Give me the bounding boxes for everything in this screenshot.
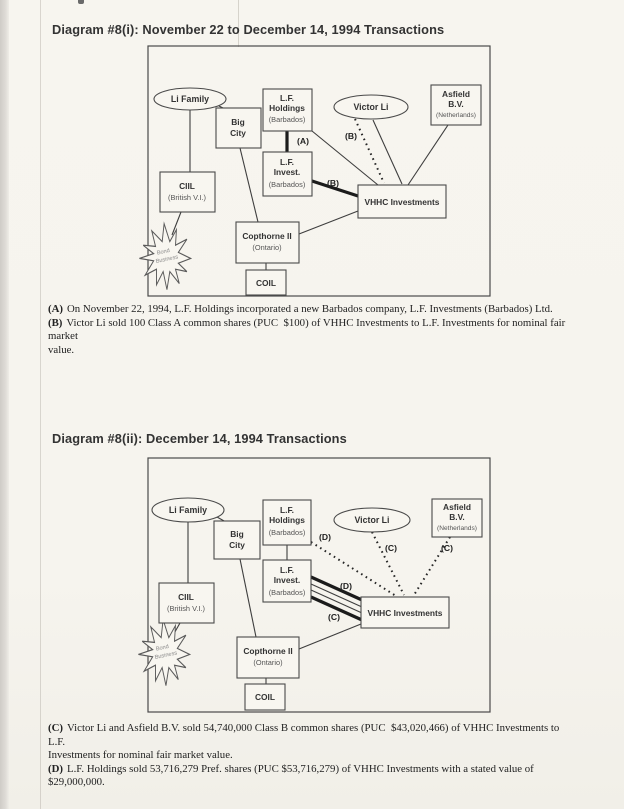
edge-victorli-vhhc-dotted [355,119,384,183]
edge2-lfholdings-vhhc-dotted [311,542,396,596]
node2-big-city-line2: City [229,540,245,550]
bond-label-line2: Business [155,254,179,265]
node2-big-city-line1: Big [230,529,244,539]
note-c-tag: (C) [48,722,63,734]
node-asfield-line3: (Netherlands) [436,112,476,119]
note-b [48,317,568,358]
note-d-line1: L.F. Holdings sold 53,716,279 Pref. shares (PUC $53,716,279) of VHHC Investments with a stated value of $29,000,000. [48,762,534,789]
node2-vhhc-label: VHHC Investments [367,608,443,618]
node-lf-invest-line1: L.F. [280,157,294,167]
edge-label-a: (A) [297,136,309,146]
node-coil-label: COIL [255,278,277,288]
edge2-label-c-bundle: (C) [328,612,340,622]
node2-li-family-label: Li Family [168,505,208,515]
note-c-line2: Investments for nominal fair market value. [48,749,233,762]
node2-asfield-line2: B.V. [449,512,465,522]
edge-asfield-vhhc [408,125,448,185]
note-d-tag: (D) [48,762,63,775]
note-a [48,303,568,317]
diagram1-frame [148,46,490,296]
node2-asfield-line1: Asfield [443,502,471,512]
node2-lf-holdings-line3: (Barbados) [268,528,306,537]
edge-copthorne-vhhc [299,211,358,234]
node2-lf-invest-line2: Invest. [273,575,301,585]
edge2-lfinvest-vhhc-thick1 [311,577,362,600]
node-victor-li-label: Victor Li [353,102,389,112]
note-c-line1: Victor Li and Asfield B.V. sold 54,740,000 Class B common shares (PUC $43,020,466) of VHHC Investments to L.F. [48,722,560,748]
node-lf-invest-line2: Invest. [273,167,301,177]
node-li-family-label: Li Family [170,94,210,104]
node2-lf-invest-line1: L.F. [280,565,294,575]
node-ciil-line1: CIIL [179,181,195,191]
diagram1 [139,46,490,296]
edge2-bigcity-copthorne [240,559,256,637]
node2-ciil-box [159,583,214,623]
node2-ciil-line1: CIIL [178,592,194,602]
node2-coil-label: COIL [254,692,276,702]
note-b-line2: value. [48,343,75,356]
note-a-line1: On November 22, 1994, L.F. Holdings incorporated a new Barbados company, L.F. Investments (Barbados) Ltd. [67,303,553,315]
node2-lf-invest-line3: (Barbados) [268,588,306,597]
edge2-label-d-dotted: (D) [319,532,331,542]
diagram1-title: Diagram #8(i): November 22 to December 14, 1994 Transactions [52,22,445,37]
note-b-line1: Victor Li sold 100 Class A common shares (PUC $100) of VHHC Investments to L.F. Investments for nominal fair market [48,316,566,343]
node-asfield-line2: B.V. [448,99,464,109]
node-copthorne-line1: Copthorne II [242,231,292,241]
bond2-label-line1: Bond [155,643,170,653]
node-lf-holdings-line1: L.F. [280,93,294,103]
note-d [48,763,568,790]
node2-copthorne-line2: (Ontario) [253,658,283,667]
edge2-victorli-vhhc-dotted [372,532,404,595]
diagram2 [138,458,490,712]
edge-label-b-dotted: (B) [345,131,357,141]
diagram2-title: Diagram #8(ii): December 14, 1994 Transactions [52,431,347,446]
edge2-label-c-victor: (C) [385,543,397,553]
diagram1-notes [48,303,568,357]
node-ciil-line2: (British V.I.) [168,193,206,202]
note-b-tag: (B) [48,316,63,329]
node-asfield-line1: Asfield [442,89,470,99]
node2-copthorne-line1: Copthorne II [243,646,293,656]
diagram2-notes [48,722,568,790]
note-a-tag: (A) [48,303,63,315]
bond-label-line1: Bond [156,247,171,257]
node-big-city-line2: City [230,128,246,138]
node-ciil-box [160,172,215,212]
edge-victorli-vhhc [373,120,402,184]
node-copthorne-line2: (Ontario) [252,243,282,252]
edge-bigcity-copthorne [240,148,258,222]
node-big-city-line1: Big [231,117,245,127]
edge-label-b-thick: (B) [327,178,339,188]
edge2-label-d-bundle: (D) [340,581,352,591]
node-lf-holdings-line2: Holdings [269,103,305,113]
edge2-label-c-asfield: (C) [441,543,453,553]
note-c [48,722,568,763]
node-lf-holdings-line3: (Barbados) [268,115,306,124]
node2-asfield-line3: (Netherlands) [437,525,477,532]
node2-lf-holdings-line1: L.F. [280,505,294,515]
node-lf-invest-line3: (Barbados) [268,180,306,189]
node2-ciil-line2: (British V.I.) [167,604,205,613]
edge2-copthorne-vhhc [299,624,361,649]
node2-victor-li-label: Victor Li [354,515,390,525]
node2-lf-holdings-line2: Holdings [269,515,305,525]
bond2-label-line2: Business [154,650,178,661]
node-vhhc-label: VHHC Investments [364,197,440,207]
